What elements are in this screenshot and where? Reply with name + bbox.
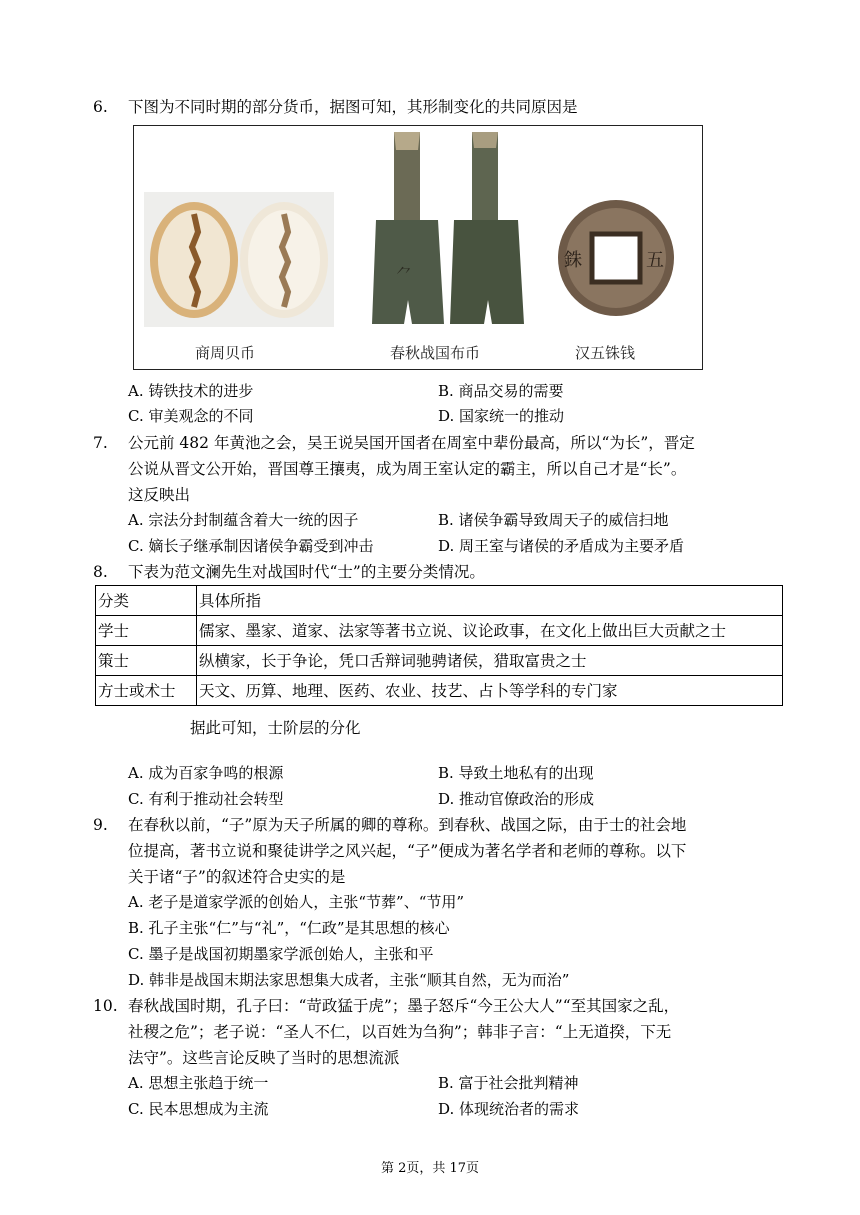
- question-8-number: 8.: [93, 563, 108, 581]
- caption-shang-zhou-shell-currency: 商周贝币: [195, 344, 256, 362]
- question-10-number: 10.: [93, 997, 118, 1015]
- q6-option-a: A. 铸铁技术的进步: [128, 382, 254, 400]
- spade-coins-image: [372, 130, 527, 326]
- currency-figure: [133, 125, 703, 370]
- q10-option-b: B. 富于社会批判精神: [438, 1074, 579, 1092]
- table-header-cell: 分类: [96, 586, 197, 616]
- question-10-stem-line-3: 法守”。这些言论反映了当时的思想流派: [128, 1049, 400, 1067]
- table-cell: 儒家、墨家、道家、法家等著书立说、议论政事，在文化上做出巨大贡献之士: [197, 616, 783, 646]
- table-header-row: [96, 586, 783, 616]
- svg-text:五: 五: [646, 250, 664, 271]
- page-footer: 第 2页，共 17页: [380, 1161, 480, 1176]
- question-9-stem-line-1: 在春秋以前，“子”原为天子所属的卿的尊称。到春秋、战国之际，由于士的社会地: [128, 816, 687, 834]
- question-9-number: 9.: [93, 816, 108, 834]
- cowrie-shells-image: [144, 192, 334, 327]
- table-row: [96, 676, 783, 706]
- table-cell: 纵横家，长于争论，凭口舌辩词驰骋诸侯，猎取富贵之士: [197, 646, 783, 676]
- table-cell: 学士: [96, 616, 197, 646]
- q9-option-c: C. 墨子是战国初期墨家学派创始人，主张和平: [128, 945, 434, 963]
- q8-option-d: D. 推动官僚政治的形成: [438, 790, 595, 808]
- q8-option-c: C. 有利于推动社会转型: [128, 790, 284, 808]
- cowrie-shell-right: [240, 202, 328, 318]
- q9-option-d: D. 韩非是战国末期法家思想集大成者，主张“顺其自然，无为而治”: [128, 971, 570, 989]
- q10-option-c: C. 民本思想成为主流: [128, 1100, 269, 1118]
- caption-spring-autumn-spade-currency: 春秋战国布币: [390, 344, 481, 362]
- question-8-stem: 下表为范文澜先生对战国时代“士”的主要分类情况。: [128, 563, 485, 581]
- spade-coin-left: [372, 132, 444, 324]
- svg-text:⺈: ⺈: [396, 265, 413, 284]
- table-cell: 方士或术士: [96, 676, 197, 706]
- svg-text:銖: 銖: [564, 250, 582, 271]
- spade-coin-right: [450, 132, 524, 324]
- table-row: [96, 616, 783, 646]
- q9-option-a: A. 老子是道家学派的创始人，主张“节葬”、“节用”: [128, 893, 465, 911]
- q7-option-a: A. 宗法分封制蕴含着大一统的因子: [128, 511, 359, 529]
- question-9-stem-line-3: 关于诸“子”的叙述符合史实的是: [128, 868, 346, 886]
- scholar-classification-table: [95, 585, 783, 706]
- q6-option-d: D. 国家统一的推动: [438, 407, 565, 425]
- caption-han-wuzhu-coin: 汉五铢钱: [575, 344, 636, 362]
- table-row: [96, 646, 783, 676]
- q6-option-b: B. 商品交易的需要: [438, 382, 564, 400]
- q10-option-a: A. 思想主张趋于统一: [128, 1074, 269, 1092]
- q9-option-b: B. 孔子主张“仁”与“礼”，“仁政”是其思想的核心: [128, 919, 450, 937]
- q6-option-c: C. 审美观念的不同: [128, 407, 254, 425]
- q8-option-b: B. 导致土地私有的出现: [438, 764, 594, 782]
- question-6-number: 6.: [93, 98, 108, 116]
- q7-option-b: B. 诸侯争霸导致周天子的威信扫地: [438, 511, 669, 529]
- question-7-stem-line-3: 这反映出: [128, 486, 191, 504]
- question-10-stem-line-2: 社稷之危”；老子说：“圣人不仁，以百姓为刍狗”；韩非子言：“上无道揆，下无: [128, 1023, 672, 1041]
- question-10-stem-line-1: 春秋战国时期，孔子曰：“苛政猛于虎”；墨子怒斥“今王公大人”“至其国家之乱，: [128, 997, 680, 1015]
- question-7-stem-line-1: 公元前 482 年黄池之会，吴王说吴国开国者在周室中辈份最高，所以“为长”，晋定: [128, 434, 695, 452]
- question-9-stem-line-2: 位提高，著书立说和聚徒讲学之风兴起，“子”便成为著名学者和老师的尊称。以下: [128, 842, 687, 860]
- wuzhu-coin-image: [554, 196, 679, 321]
- q7-option-d: D. 周王室与诸侯的矛盾成为主要矛盾: [438, 537, 685, 555]
- cowrie-shell-left: [150, 202, 238, 318]
- question-6-stem: 下图为不同时期的部分货币，据图可知，其形制变化的共同原因是: [128, 98, 578, 116]
- question-8-followup: 据此可知，士阶层的分化: [190, 719, 361, 737]
- q10-option-d: D. 体现统治者的需求: [438, 1100, 580, 1118]
- table-header-cell: 具体所指: [197, 586, 783, 616]
- q8-option-a: A. 成为百家争鸣的根源: [128, 764, 284, 782]
- table-cell: 天文、历算、地理、医药、农业、技艺、占卜等学科的专门家: [197, 676, 783, 706]
- question-7-number: 7.: [93, 434, 108, 452]
- q7-option-c: C. 嫡长子继承制因诸侯争霸受到冲击: [128, 537, 374, 555]
- question-7-stem-line-2: 公说从晋文公开始，晋国尊王攘夷，成为周王室认定的霸主，所以自己才是“长”。: [128, 460, 687, 478]
- table-cell: 策士: [96, 646, 197, 676]
